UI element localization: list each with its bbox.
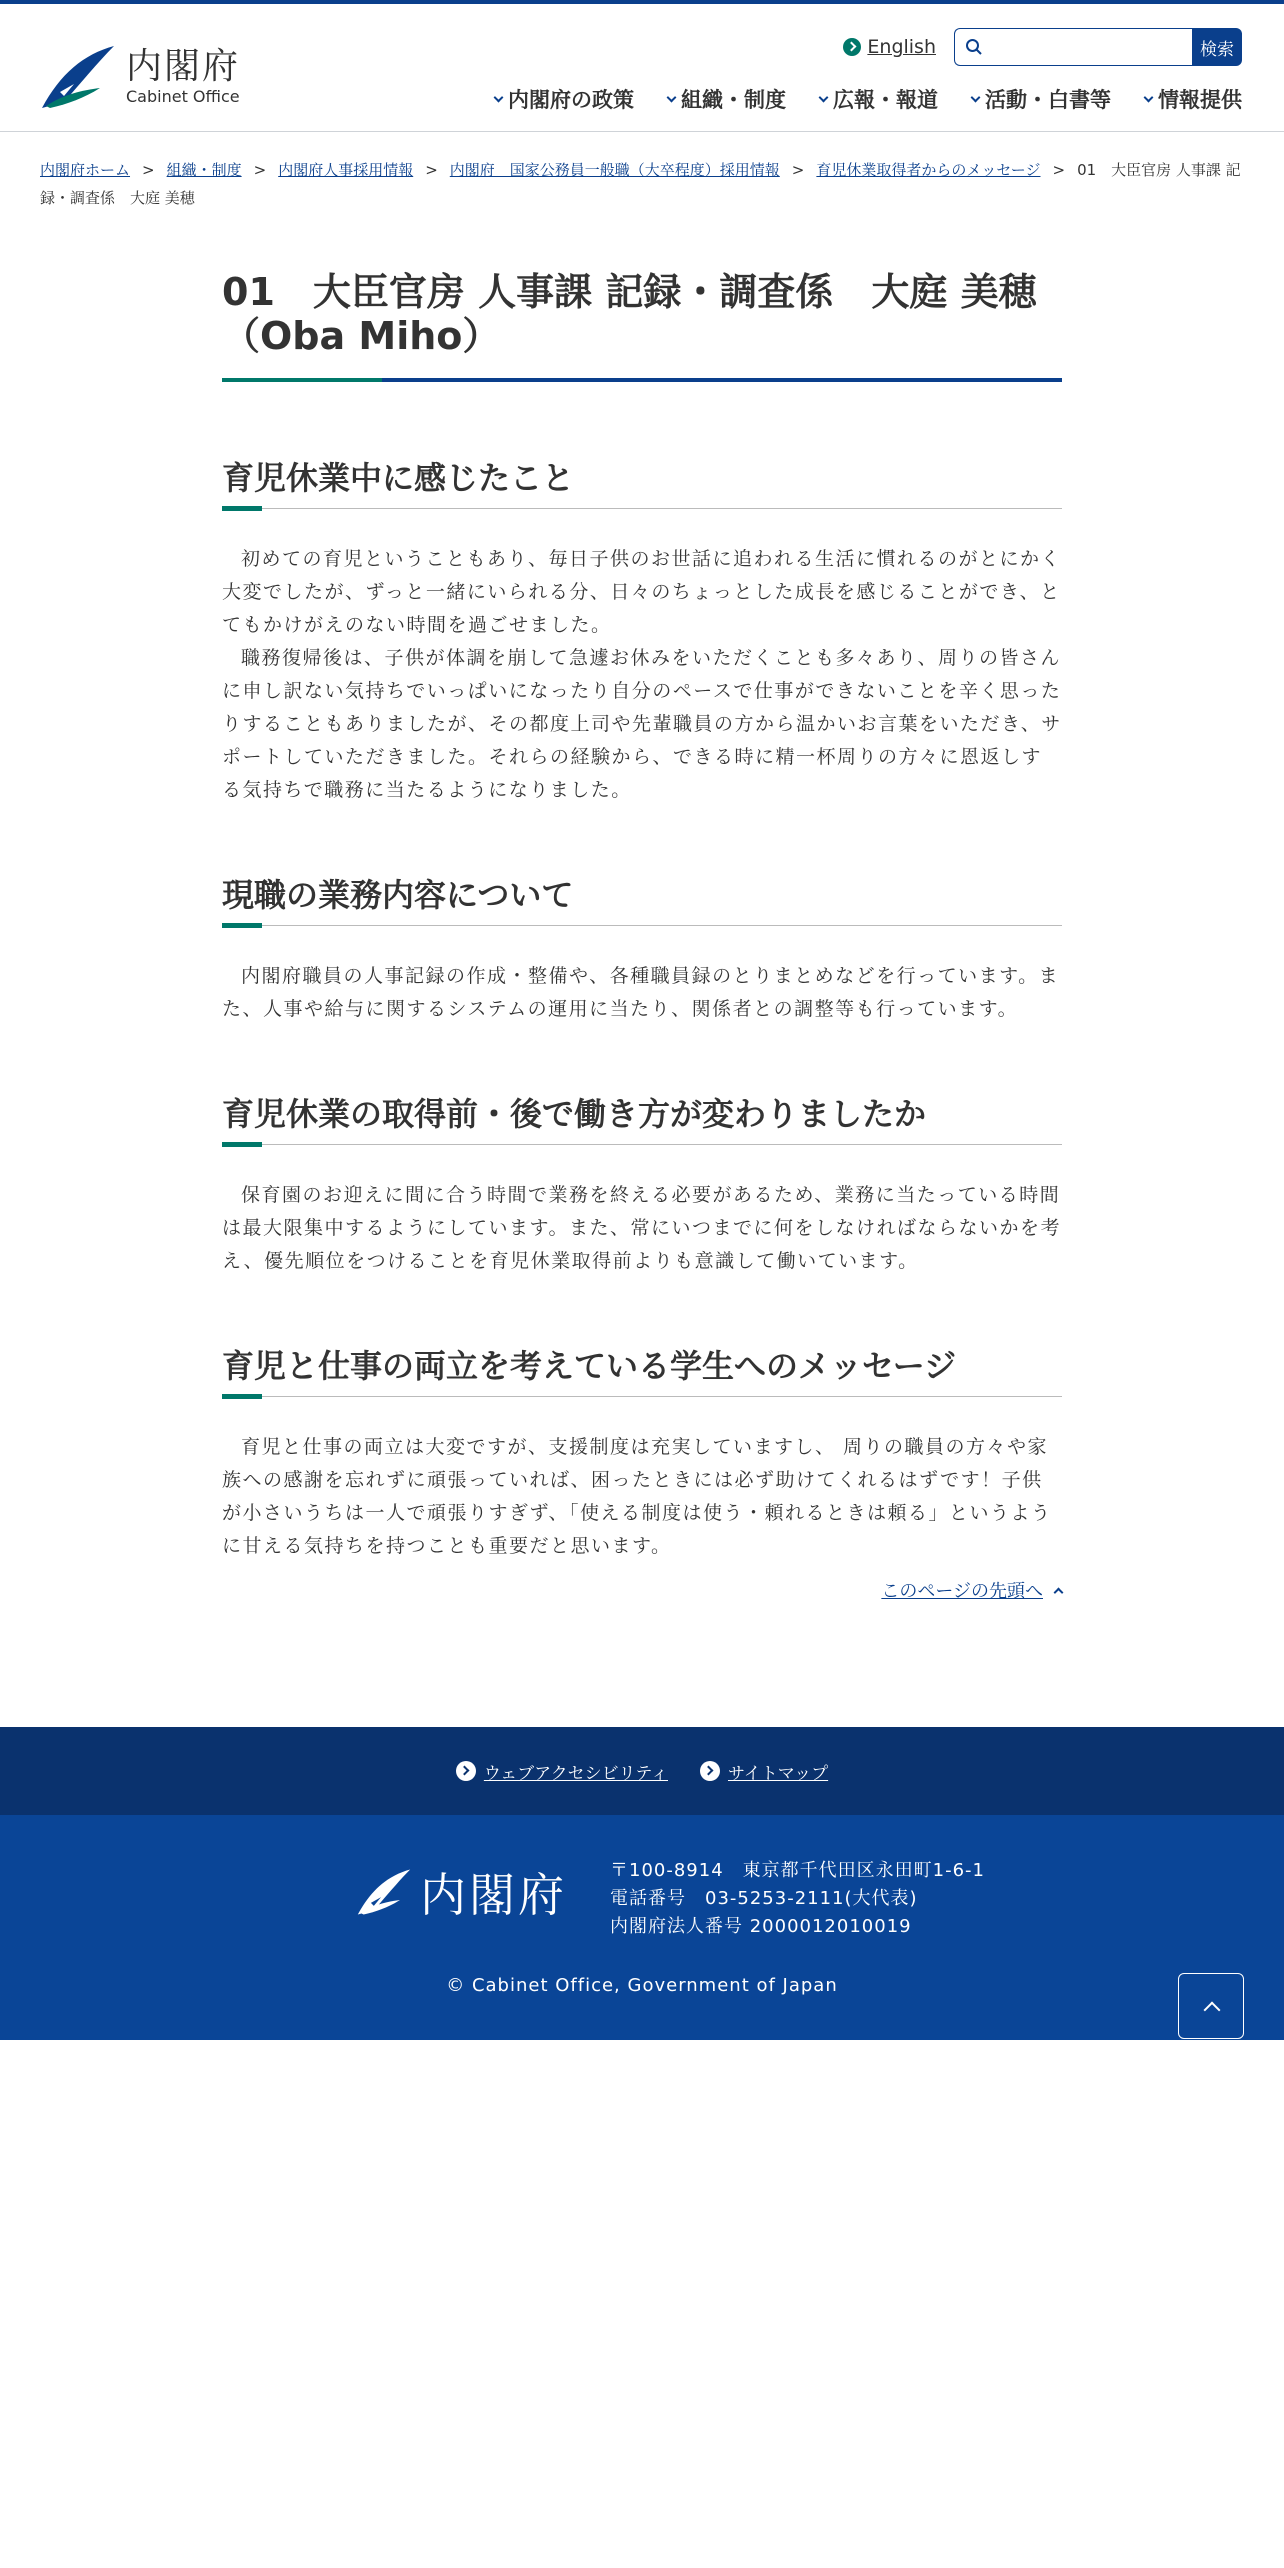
- page-top-label: このページの先頭へ: [881, 1581, 1043, 1602]
- search-icon: [965, 38, 983, 56]
- chevron-up-icon: [1054, 1587, 1064, 1597]
- leaf-logo-icon: [40, 44, 116, 110]
- footer-logo-title: 内閣府: [420, 1868, 567, 1922]
- site-search: [954, 28, 1242, 66]
- page-title: 01 大臣官房 人事課 記録・調査係 大庭 美穂（Oba Miho）: [222, 270, 1062, 382]
- back-to-top-button[interactable]: [1178, 1973, 1244, 2039]
- section-title: 育児と仕事の両立を考えている学生へのメッセージ: [222, 1346, 1062, 1397]
- header-utility: [843, 28, 1242, 66]
- chevron-down-icon: [819, 92, 829, 102]
- breadcrumb-separator: >: [791, 161, 805, 179]
- global-nav: [461, 84, 1242, 114]
- breadcrumb: [40, 156, 1244, 212]
- english-link[interactable]: [843, 36, 936, 58]
- logo-subtitle: Cabinet Office: [126, 87, 240, 106]
- footer-link-bar: [0, 1727, 1284, 1815]
- footer-link-accessibility[interactable]: [456, 1759, 668, 1784]
- main-content: [222, 270, 1062, 1617]
- breadcrumb-link-organization[interactable]: 組織・制度: [166, 161, 242, 179]
- section-work-style-change: [222, 1094, 1062, 1278]
- section-paragraph: 初めての育児ということもあり、毎日子供のお世話に追われる生活に慣れるのがとにかく大変でしたが、ずっと一緒にいられる分、日々のちょっとした成長を感じることができ、とてもかけがえのない時間を過ごせました。: [222, 548, 1062, 636]
- search-button[interactable]: 検索: [1192, 28, 1242, 66]
- chevron-down-icon: [667, 92, 677, 102]
- arrow-circle-icon: [700, 1761, 720, 1781]
- chevron-down-icon: [494, 92, 504, 102]
- breadcrumb-separator: >: [253, 161, 267, 179]
- footer-address: 〒100-8914 東京都千代田区永田町1-6-1: [610, 1860, 986, 1881]
- nav-label: 活動・白書等: [985, 88, 1111, 112]
- nav-item-policy[interactable]: [495, 84, 634, 114]
- arrow-circle-icon: [843, 38, 861, 56]
- footer-link-sitemap[interactable]: [700, 1759, 828, 1784]
- section-paragraph: 育児と仕事の両立は大変ですが、支援制度は充実していますし、 周りの職員の方々や家族への感謝を忘れずに頑張っていれば、困ったときには必ず助けてくれるはずです！子供が小さいうちは一人で頑張りすぎず、「使える制度は使う・頼れるときは頼る」というように甘える気持ちを持つことも重要だと思います。: [222, 1436, 1052, 1557]
- chevron-down-icon: [971, 92, 981, 102]
- section-paragraph: 内閣府職員の人事記録の作成・整備や、各種職員録のとりまとめなどを行っています。また、人事や給与に関するシステムの運用に当たり、関係者との調整等も行っています。: [222, 965, 1060, 1020]
- nav-item-activities[interactable]: [972, 84, 1111, 114]
- search-input[interactable]: [954, 28, 1192, 66]
- nav-item-press[interactable]: [820, 84, 938, 114]
- breadcrumb-link-general-recruitment[interactable]: 内閣府 国家公務員一般職（大卒程度）採用情報: [449, 161, 780, 179]
- section-during-leave: [222, 458, 1062, 807]
- leaf-logo-icon: [356, 1868, 412, 1916]
- chevron-down-icon: [1144, 92, 1154, 102]
- nav-label: 組織・制度: [681, 88, 786, 112]
- footer-logo: [356, 1859, 567, 1925]
- footer-link-label: ウェブアクセシビリティ: [483, 1763, 668, 1784]
- logo-title: 内閣府: [126, 46, 241, 87]
- footer-address-block: [610, 1857, 985, 1941]
- english-label: English: [867, 36, 936, 58]
- breadcrumb-separator: >: [425, 161, 438, 179]
- nav-item-information[interactable]: [1145, 84, 1242, 114]
- breadcrumb-current: 01 大臣官房 人事課 記録・調査係 大庭 美穂: [40, 161, 1241, 207]
- site-logo[interactable]: [40, 44, 240, 110]
- breadcrumb-link-messages[interactable]: 育児休業取得者からのメッセージ: [816, 161, 1041, 179]
- footer-corporate-number: 内閣府法人番号 2000012010019: [610, 1916, 912, 1937]
- section-student-message: [222, 1346, 1062, 1563]
- copyright: © Cabinet Office, Government of Japan: [446, 1975, 838, 1996]
- breadcrumb-separator: >: [142, 161, 155, 179]
- section-title: 育児休業中に感じたこと: [222, 458, 1062, 509]
- breadcrumb-separator: >: [1052, 161, 1066, 179]
- section-title: 育児休業の取得前・後で働き方が変わりましたか: [222, 1094, 1062, 1145]
- section-paragraph: 職務復帰後は、子供が体調を崩して急遽お休みをいただくことも多々あり、周りの皆さんに申し訳ない気持ちでいっぱいになったり自分のペースで仕事ができないことを辛く思ったりすることもありましたが、その都度上司や先輩職員の方から温かいお言葉をいただき、サポートしていただきました。それらの経験から、できる時に精一杯周りの方々に恩返しする気持ちで職務に当たるようになりました。: [222, 647, 1062, 801]
- site-header: [0, 4, 1284, 132]
- section-title: 現職の業務内容について: [222, 875, 1062, 926]
- section-current-duties: [222, 875, 1062, 1026]
- nav-item-organization[interactable]: [668, 84, 786, 114]
- footer-link-label: サイトマップ: [727, 1763, 829, 1784]
- nav-label: 広報・報道: [833, 88, 938, 112]
- page-top-link[interactable]: [881, 1577, 1062, 1603]
- arrow-circle-icon: [456, 1761, 476, 1781]
- section-paragraph: 保育園のお迎えに間に合う時間で業務を終える必要があるため、業務に当たっている時間は最大限集中するようにしています。また、常にいつまでに何をしなければならないかを考え、優先順位をつけることを育児休業取得前よりも意識して働いています。: [222, 1184, 1061, 1272]
- breadcrumb-link-home[interactable]: 内閣府ホーム: [40, 161, 131, 179]
- site-footer: [0, 1815, 1284, 2040]
- nav-label: 内閣府の政策: [508, 88, 634, 112]
- footer-phone: 電話番号 03-5253-2111(大代表): [610, 1888, 918, 1909]
- breadcrumb-link-recruitment[interactable]: 内閣府人事採用情報: [278, 161, 414, 179]
- nav-label: 情報提供: [1158, 88, 1242, 112]
